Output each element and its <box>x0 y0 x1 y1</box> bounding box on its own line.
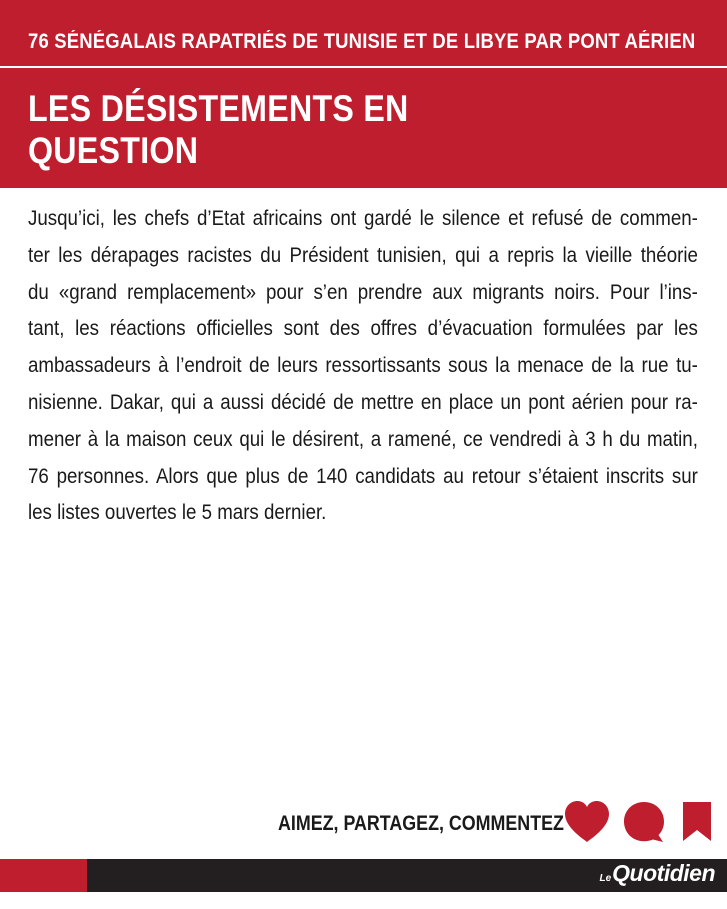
header-divider <box>0 66 727 68</box>
body-line: ter les dérapages racistes du Président tunisien, qui a repris la vieille théorie <box>28 242 698 267</box>
body-line: mener à la maison ceux qui le désirent, a ramené, ce vendredi à 3 h du matin, <box>28 426 698 451</box>
body-line: tant, les réactions officielles sont des offres d’évacuation formulées par les <box>28 316 698 341</box>
article-kicker: 76 SÉNÉGALAIS RAPATRIÉS DE TUNISIE ET DE LIBYE PAR PONT AÉRIEN <box>28 30 696 53</box>
article-headline <box>28 88 585 172</box>
logo-name: Quotidien <box>612 860 715 886</box>
comment-icon[interactable] <box>623 801 665 843</box>
publication-logo <box>600 860 716 887</box>
heart-icon[interactable] <box>563 800 611 844</box>
body-line: les listes ouvertes le 5 mars dernier. <box>28 500 327 525</box>
body-line: nisienne. Dakar, qui a aussi décidé de mettre en place un pont aérien pour ra- <box>28 389 698 414</box>
body-line: du «grand remplacement» pour s’en prendre aux migrants noirs. Pour l’ins- <box>28 279 698 304</box>
header-banner <box>0 0 727 188</box>
logo-prefix: Le <box>599 873 612 884</box>
body-line: Jusqu’ici, les chefs d’Etat africains ont gardé le silence et refusé de commen- <box>28 206 698 230</box>
headline-line: QUESTION <box>28 130 199 171</box>
body-line: 76 personnes. Alors que plus de 140 candidats au retour s’étaient inscrits sur <box>28 463 698 488</box>
article-body <box>28 200 698 531</box>
footer-accent <box>0 859 87 892</box>
bookmark-icon[interactable] <box>682 801 712 842</box>
social-cta: AIMEZ, PARTAGEZ, COMMENTEZ <box>278 812 564 835</box>
body-line: ambassadeurs à l’endroit de leurs ressortissants sous la menace de la rue tu- <box>28 353 698 378</box>
headline-line: LES DÉSISTEMENTS EN <box>28 88 409 129</box>
